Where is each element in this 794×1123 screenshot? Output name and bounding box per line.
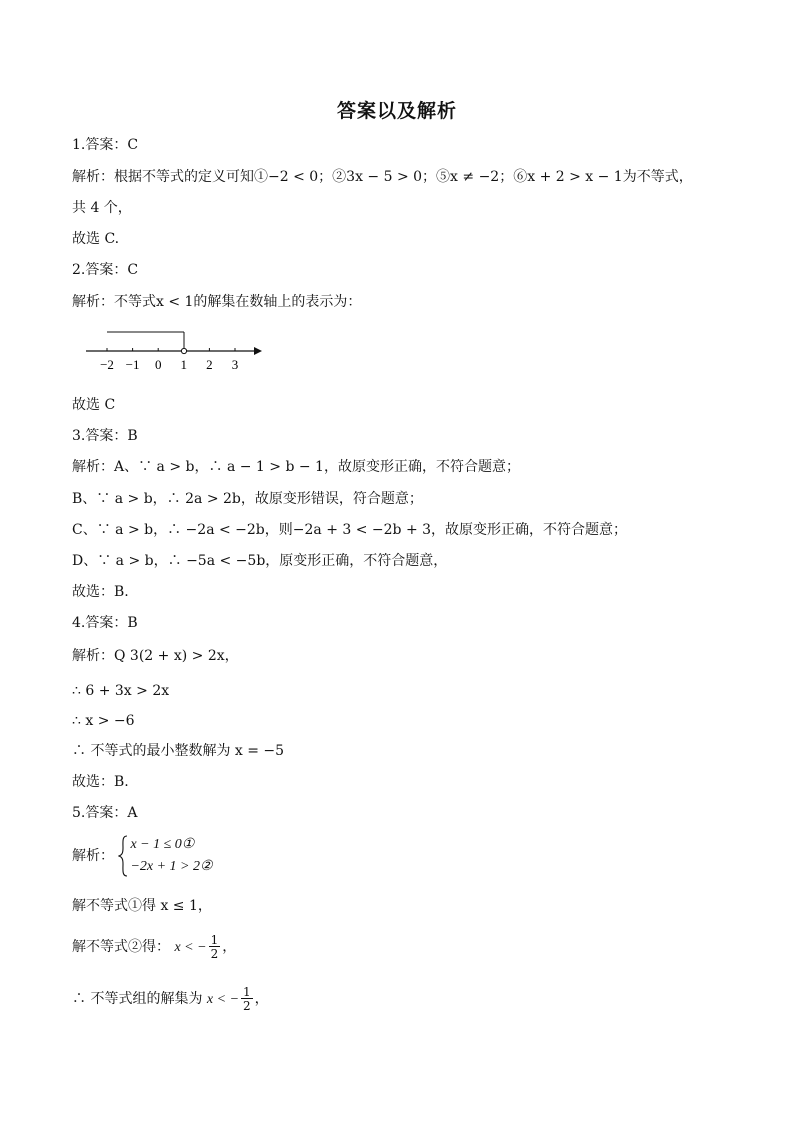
- system-row-1: x − 1 ≤ 0①: [130, 837, 195, 852]
- system-row-2: −2x + 1 > 2②: [130, 859, 213, 874]
- step2-label: 解不等式②得：: [72, 939, 170, 955]
- step3-expression: x < −: [206, 992, 240, 1007]
- analysis-5-label: 解析：: [72, 848, 114, 864]
- analysis-4-step2: ∴ x > −6: [72, 713, 135, 729]
- answer-4: 4.答案：B: [72, 615, 138, 631]
- analysis-3-b: B、∵ a > b，∴ 2a > 2b，故原变形错误，符合题意；: [72, 491, 423, 507]
- page-title: 答案以及解析: [336, 100, 457, 122]
- choice-2: 故选 C: [72, 397, 116, 413]
- step3-label: ∴ 不等式组的解集为: [72, 991, 203, 1007]
- analysis-5-step2: 解不等式②得： x < − $\frac{1}{2}$ ，: [72, 933, 237, 961]
- step2-expression: x < −: [174, 940, 207, 955]
- analysis-3-c: C、∵ a > b，∴ −2a < −2b，则−2a + 3 < −2b + 3，故原变形正确，不符合题意；: [72, 522, 628, 538]
- number-line-diagram: [80, 322, 270, 378]
- answer-1: 1.答案：C: [72, 137, 139, 153]
- analysis-5-step1: 解不等式①得 x ≤ 1，: [72, 898, 212, 914]
- analysis-1-cont: 共 4 个，: [72, 200, 132, 216]
- tick-label: −2: [100, 357, 114, 372]
- analysis-3-a: 解析：A、∵ a > b，∴ a − 1 > b − 1，故原变形正确，不符合题意；: [72, 459, 520, 475]
- analysis-2: 解析：不等式x < 1的解集在数轴上的表示为：: [72, 294, 362, 310]
- tick-label: 1: [180, 357, 188, 372]
- tick-label: −1: [125, 357, 140, 372]
- choice-1: 故选 C.: [72, 231, 120, 247]
- number-line-arrow: [254, 347, 262, 355]
- fraction-one-half: $\frac{1}{2}$: [210, 933, 219, 961]
- answer-3: 3.答案：B: [72, 428, 138, 444]
- tick-label: 3: [231, 357, 239, 372]
- inequality-system: [118, 834, 212, 878]
- tick-label: 0: [154, 357, 162, 372]
- analysis-5-step3: ∴ 不等式组的解集为 x < − $\frac{1}{2}$ ，: [72, 985, 269, 1013]
- analysis-4-step3: ∴ 不等式的最小整数解为 x = −5: [72, 743, 285, 759]
- choice-3: 故选：B.: [72, 584, 129, 600]
- choice-4: 故选：B.: [72, 774, 129, 790]
- analysis-4: 解析：Q 3(2 + x) > 2x，: [72, 648, 239, 664]
- analysis-3-d: D、∵ a > b，∴ −5a < −5b，原变形正确，不符合题意，: [72, 553, 448, 569]
- open-point: [181, 348, 186, 353]
- answer-5: 5.答案：A: [72, 805, 138, 821]
- answer-2: 2.答案：C: [72, 262, 139, 278]
- analysis-1: 解析：根据不等式的定义可知①−2 < 0；②3x − 5 > 0；⑤x ≠ −2；⑥x + 2 > x − 1为不等式，: [72, 169, 693, 185]
- analysis-4-step1: ∴ 6 + 3x > 2x: [72, 683, 170, 699]
- fraction-one-half-2: $\frac{1}{2}$: [243, 985, 251, 1013]
- brace-icon: [118, 834, 128, 878]
- tick-label: 2: [206, 357, 213, 372]
- analysis-5-system: [72, 834, 213, 878]
